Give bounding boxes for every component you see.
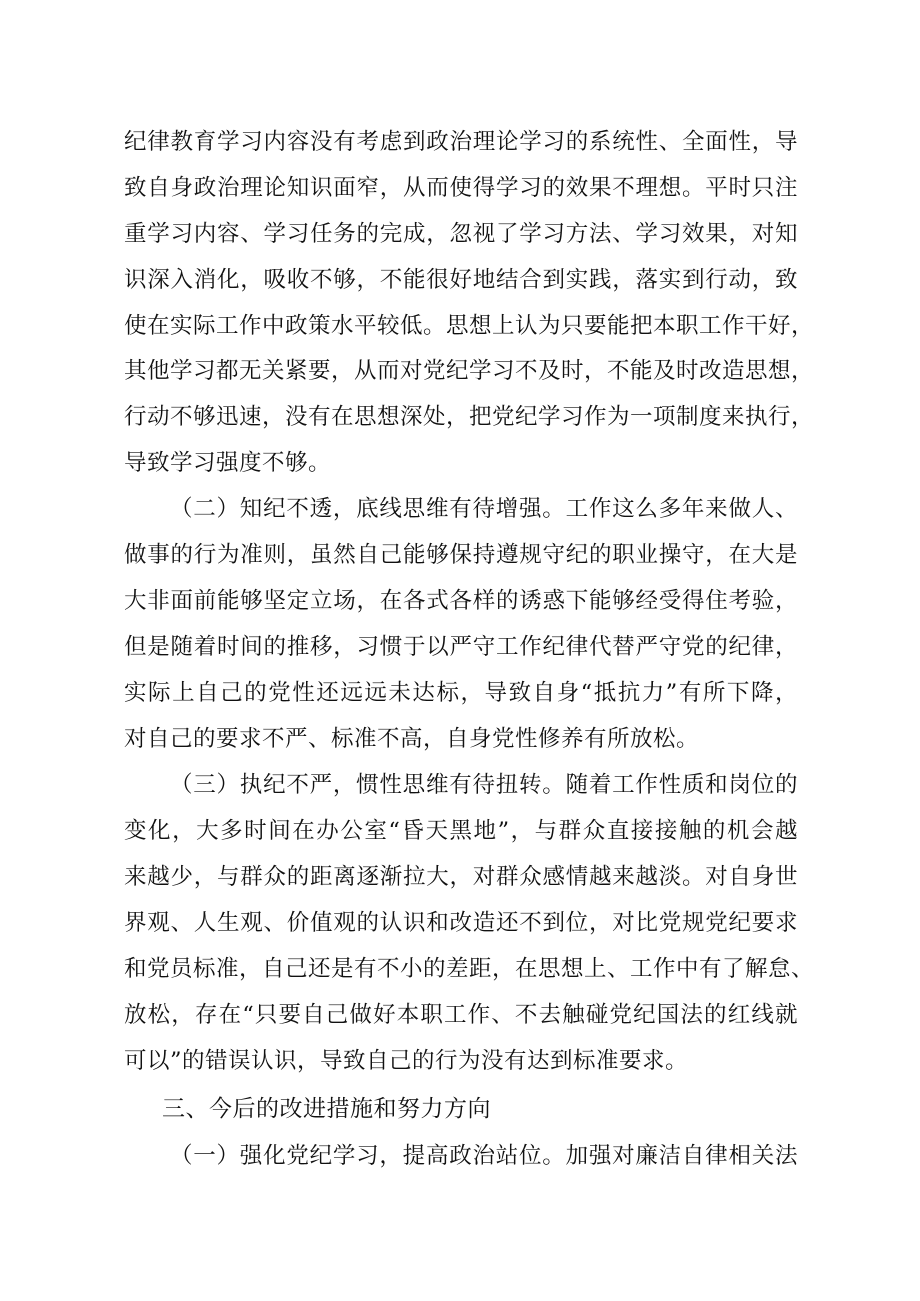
text-line: 做事的行为准则，虽然自己能够保持遵规守纪的职业操守，在大是 bbox=[124, 542, 798, 568]
text-line: 导致学习强度不够。 bbox=[124, 450, 332, 476]
text-line: 界观、人生观、价值观的认识和改造还不到位，对比党规党纪要求 bbox=[124, 910, 798, 936]
text-line: 实际上自己的党性还远远未达标，导致自身“抵抗力”有所下降， bbox=[124, 680, 798, 706]
text-line: 纪律教育学习内容没有考虑到政治理论学习的系统性、全面性，导 bbox=[124, 129, 798, 155]
text-line: 行动不够迅速，没有在思想深处，把党纪学习作为一项制度来执行， bbox=[124, 404, 815, 430]
text-line: （三）执纪不严，惯性思维有待扭转。随着工作性质和岗位的 bbox=[170, 772, 798, 798]
text-line: 对自己的要求不严、标准不高，自身党性修养有所放松。 bbox=[124, 726, 700, 752]
text-line: 其他学习都无关紧要，从而对党纪学习不及时，不能及时改造思想， bbox=[124, 358, 815, 384]
text-line: 使在实际工作中政策水平较低。思想上认为只要能把本职工作干好， bbox=[124, 313, 815, 339]
text-line: 重学习内容、学习任务的完成，忽视了学习方法、学习效果，对知 bbox=[124, 221, 798, 247]
text-line: （一）强化党纪学习，提高政治站位。加强对廉洁自律相关法 bbox=[170, 1143, 798, 1169]
section-heading: 三、今后的改进措施和努力方向 bbox=[162, 1096, 491, 1122]
text-line: 来越少，与群众的距离逐渐拉大，对群众感情越来越淡。对自身世 bbox=[124, 864, 798, 890]
text-line: 大非面前能够坚定立场，在各式各样的诱惑下能够经受得住考验， bbox=[124, 588, 798, 614]
text-line: 但是随着时间的推移，习惯于以严守工作纪律代替严守党的纪律， bbox=[124, 634, 798, 660]
text-line: 变化，大多时间在办公室“昏天黑地”，与群众直接接触的机会越 bbox=[124, 818, 798, 844]
text-line: 放松，存在“只要自己做好本职工作、不去触碰党纪国法的红线就 bbox=[124, 1002, 798, 1028]
text-line: 致自身政治理论知识面窄，从而使得学习的效果不理想。平时只注 bbox=[124, 175, 798, 201]
text-line: 识深入消化，吸收不够，不能很好地结合到实践，落实到行动，致 bbox=[124, 267, 798, 293]
text-line: 可以”的错误认识，导致自己的行为没有达到标准要求。 bbox=[124, 1048, 689, 1074]
text-line: （二）知纪不透，底线思维有待增强。工作这么多年来做人、 bbox=[170, 496, 798, 522]
text-line: 和党员标准，自己还是有不小的差距，在思想上、工作中有了解怠、 bbox=[124, 956, 815, 982]
